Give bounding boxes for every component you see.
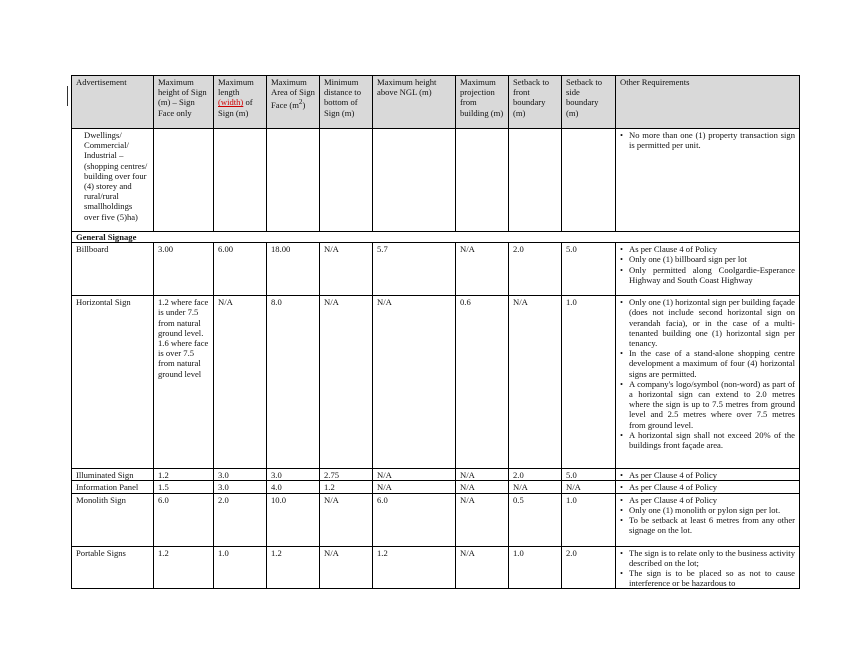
cell-value: 18.00 [267,243,320,296]
cell-value: 2.0 [562,546,616,589]
cell-value: 1.0 [562,493,616,546]
cell-value: 3.00 [154,243,214,296]
cell-value: N/A [320,493,373,546]
cell-value: 0.6 [456,296,509,469]
list-item: • As per Clause 4 of Policy [629,482,795,492]
cell-value: 1.0 [214,546,267,589]
list-item: • Only permitted along Coolgardie-Esperance Highway and South Coast Highway [629,265,795,285]
table-row [72,546,800,589]
list-item: • To be setback at least 6 metres from any other signage on the lot. [629,515,795,535]
cell-other-requirements [616,493,800,546]
list-item: • The sign is to be placed so as not to cause interference or be hazardous to [629,568,795,588]
table-header-row [72,76,800,129]
cell-value: N/A [373,296,456,469]
cell-value: 3.0 [214,481,267,493]
cell-advertisement: Dwellings/ Commercial/ Industrial – (shopping centres/ building over four (4) storey and rural/rural smallholdings over five (5)ha) [72,129,154,232]
cell-value: N/A [214,296,267,469]
list-item: • Only one (1) monolith or pylon sign per lot. [629,505,795,515]
cell-advertisement: Billboard [72,243,154,296]
cell-value: 4.0 [267,481,320,493]
cell-other-requirements [616,129,800,232]
col-max-area: Maximum Area of Sign Face $(m^2)$ [267,76,320,129]
table-row [72,493,800,546]
list-item: • Only one (1) billboard sign per lot [629,254,795,264]
cell-value: N/A [373,469,456,481]
cell-value: 5.0 [562,469,616,481]
col-min-distance: Minimum distance to bottom of Sign (m) [320,76,373,129]
width-tracked-change: (width) [218,97,244,108]
cell-value: 3.0 [214,469,267,481]
cell-other-requirements [616,296,800,469]
cell-value: 1.0 [562,296,616,469]
list-item: • Only one (1) horizontal sign per building façade (does not include second horizontal sign on verandah facia), or in the case of a multi-tenanted building one (1) horizontal sign per tenancy. [629,297,795,348]
table-row [72,129,800,232]
cell-advertisement: Illuminated Sign [72,469,154,481]
cell-value: 2.0 [509,469,562,481]
cell-value: 5.7 [373,243,456,296]
cell-value: N/A [456,493,509,546]
table-row [72,469,800,481]
col-advertisement: Advertisement [72,76,154,129]
cell-value: N/A [373,481,456,493]
cell-value: 2.0 [509,243,562,296]
list-item: • As per Clause 4 of Policy [629,495,795,505]
table-row [72,243,800,296]
cell-value: 0.5 [509,493,562,546]
cell-value: N/A [320,546,373,589]
cell-value: N/A [456,481,509,493]
signage-requirements-table [71,75,800,589]
list-item: • A horizontal sign shall not exceed 20% of the buildings front façade area. [629,430,795,450]
col-max-height-ngl: Maximum height above NGL (m) [373,76,456,129]
cell-value: 1.2 [373,546,456,589]
table-row [72,296,800,469]
cell-value: 3.0 [267,469,320,481]
cell-other-requirements [616,469,800,481]
cell-advertisement: Monolith Sign [72,493,154,546]
cell-advertisement: Horizontal Sign [72,296,154,469]
cell-value: 1.0 [509,546,562,589]
list-item: • As per Clause 4 of Policy [629,470,795,480]
cell-value: 2.75 [320,469,373,481]
col-max-length: Maximum length (width) of Sign (m) [214,76,267,129]
cell-value: N/A [320,243,373,296]
list-item: • In the case of a stand-alone shopping centre development a maximum of four (4) horizontal signs are permitted. [629,348,795,379]
cell-value: 1.2 where face is under 7.5 from natural ground level. 1.6 where face is over 7.5 from natural ground level [154,296,214,469]
section-title: General Signage [72,232,800,243]
table-row [72,481,800,493]
list-item: • The sign is to relate only to the business activity described on the lot; [629,548,795,568]
cell-value: 2.0 [214,493,267,546]
text-cursor [67,86,68,106]
cell-value: 1.2 [267,546,320,589]
cell-other-requirements [616,243,800,296]
cell-value: 6.0 [154,493,214,546]
col-setback-side: Setback to side boundary (m) [562,76,616,129]
col-setback-front: Setback to front boundary (m) [509,76,562,129]
col-other-requirements: Other Requirements [616,76,800,129]
list-item: • No more than one (1) property transaction sign is permitted per unit. [629,130,795,150]
cell-value: 5.0 [562,243,616,296]
cell-value: 1.2 [320,481,373,493]
cell-value: N/A [320,296,373,469]
cell-value: N/A [456,546,509,589]
col-max-projection: Maximum projection from building (m) [456,76,509,129]
cell-value: N/A [509,296,562,469]
cell-value: N/A [509,481,562,493]
cell-value: 1.5 [154,481,214,493]
col-max-height: Maximum height of Sign (m) – Sign Face only [154,76,214,129]
cell-value: 1.2 [154,546,214,589]
cell-other-requirements [616,546,800,589]
section-row [72,232,800,243]
cell-value: N/A [456,243,509,296]
cell-value: 1.2 [154,469,214,481]
cell-value: 8.0 [267,296,320,469]
cell-value: 6.0 [373,493,456,546]
cell-other-requirements [616,481,800,493]
cell-advertisement: Portable Signs [72,546,154,589]
list-item: • As per Clause 4 of Policy [629,244,795,254]
cell-value: 10.0 [267,493,320,546]
list-item: • A company's logo/symbol (non-word) as part of a horizontal sign can extend to 2.0 metres where the sign is up to 7.5 metres from ground level and 2.5 metres where over 7.5 metres from ground level. [629,379,795,430]
cell-value: 6.00 [214,243,267,296]
cell-value: N/A [456,469,509,481]
cell-value: N/A [562,481,616,493]
cell-advertisement: Information Panel [72,481,154,493]
